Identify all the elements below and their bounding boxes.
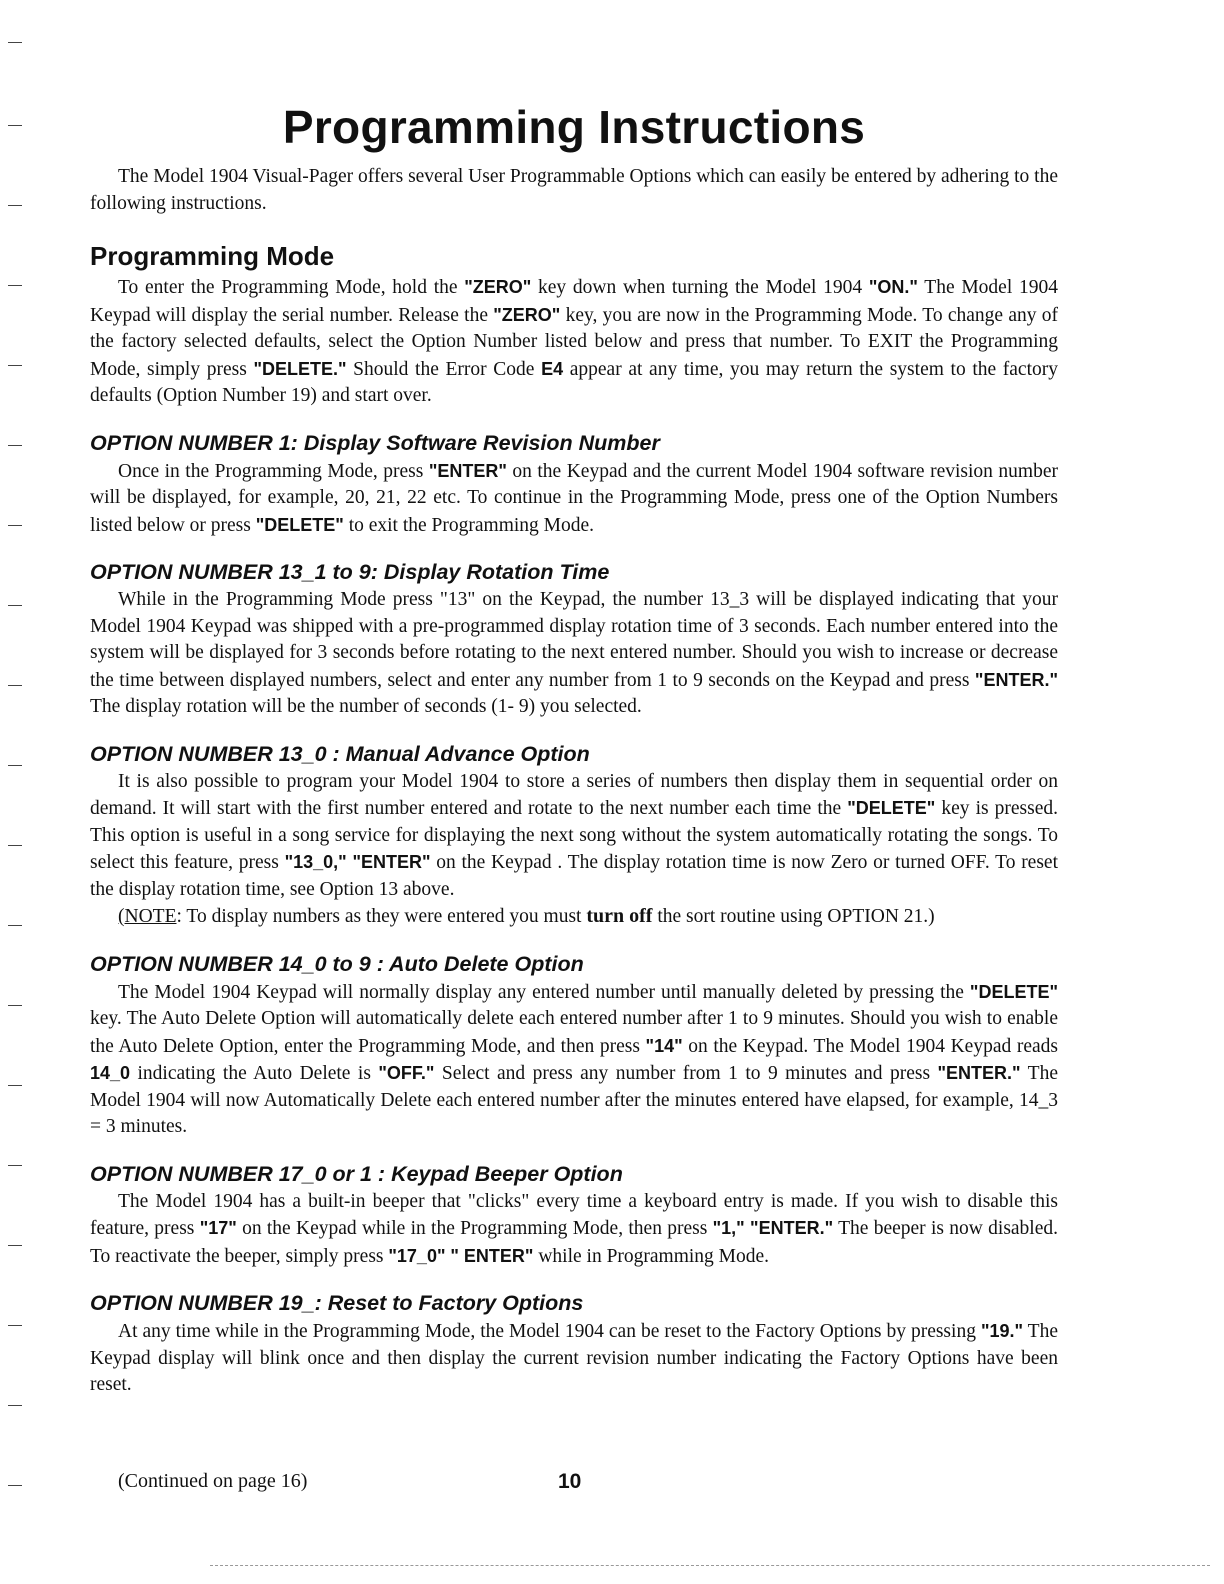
margin-tick-marks: [8, 0, 28, 1584]
option-1-paragraph: Once in the Programming Mode, press "ENTER" on the Keypad and the current Model 1904 software revision number will be displayed, for example, 20, 21, 22 etc. To continue in the Programming Mode, press one of the Option Numbers listed below or press "DELETE" to exit the Programming Mode.: [90, 460, 1058, 536]
option-14-paragraph: The Model 1904 Keypad will normally display any entered number until manually deleted by pressing the "DELETE" key. The Auto Delete Option will automatically delete each entered number after 1 to 9 minutes. Should you wish to enable the Auto Delete Option, enter the Programming Mode, and then press "14" on the Keypad. The Model 1904 Keypad reads 14_0 indicating the Auto Delete is "OFF." Select and press any number from 1 to 9 minutes and press "ENTER." The Model 1904 will now Automatically Delete each entered number after the minutes entered have elapsed, for example, 14_3 = 3 minutes.: [90, 981, 1058, 1137]
option-14-heading: OPTION NUMBER 14_0 to 9 : Auto Delete Option: [90, 951, 584, 976]
programming-mode-paragraph: To enter the Programming Mode, hold the "ZERO" key down when turning the Model 1904 "ON." The Model 1904 Keypad will display the serial number. Release the "ZERO" key, you are now in the Programming Mode. To change any of the factory selected defaults, select the Option Number listed below and press that number. To EXIT the Programming Mode, simply press "DELETE." Should the Error Code E4 appear at any time, you may return the system to the factory defaults (Option Number 19) and start over.: [90, 277, 1058, 406]
option-13-0-heading: OPTION NUMBER 13_0 : Manual Advance Option: [90, 741, 590, 766]
document-page: [90, 100, 1058, 1399]
option-13-0-paragraph: It is also possible to program your Model 1904 to store a series of numbers then display them in sequential order on demand. It will start with the first number entered and rotate to the next number each time the "DELETE" key is pressed. This option is useful in a song service for displaying the next song without the system automatically rotating the songs. To select this feature, press "13_0," "ENTER" on the Keypad . The display rotation time is now Zero or turned OFF. To reset the display rotation time, see Option 13 above.: [90, 770, 1058, 900]
option-17-paragraph: The Model 1904 has a built-in beeper that "clicks" every time a keyboard entry is made. If you wish to disable this feature, press "17" on the Keypad while in the Programming Mode, then press "1," "ENTER." The beeper is now disabled. To reactivate the beeper, simply press "17_0" " ENTER" while in Programming Mode.: [90, 1190, 1059, 1267]
option-13-paragraph: While in the Programming Mode press "13" on the Keypad, the number 13_3 will be displayed indicating that your Model 1904 Keypad was shipped with a pre-programmed display rotation time of 3 seconds. Each number entered into the system will be displayed for 3 seconds before rotating to the next entered number. Should you wish to increase or decrease the time between displayed numbers, select and enter any number from 1 to 9 seconds on the Keypad and press "ENTER." The display rotation will be the number of seconds (1- 9) you selected.: [90, 589, 1058, 717]
bottom-scan-line: [210, 1565, 1210, 1566]
continued-note: (Continued on page 16): [118, 1470, 308, 1492]
option-13-0-note: (NOTE: To display numbers as they were entered you must turn off the sort routine using OPTION 21.): [118, 905, 935, 927]
programming-mode-heading: Programming Mode: [90, 241, 335, 271]
option-17-heading: OPTION NUMBER 17_0 or 1 : Keypad Beeper Option: [90, 1161, 623, 1186]
option-13-heading: OPTION NUMBER 13_1 to 9: Display Rotation Time: [90, 560, 610, 584]
option-19-heading: OPTION NUMBER 19_: Reset to Factory Options: [90, 1291, 584, 1315]
page-title: Programming Instructions: [282, 101, 866, 153]
page-number: 10: [558, 1470, 582, 1493]
option-19-paragraph: At any time while in the Programming Mode, the Model 1904 can be reset to the Factory Options by pressing "19." The Keypad display will blink once and then display the current revision number indicating the Factory Options have been reset.: [90, 1321, 1058, 1395]
intro-paragraph: The Model 1904 Visual-Pager offers several User Programmable Options which can easily be entered by adhering to the following instructions.: [90, 166, 1058, 214]
option-1-heading: OPTION NUMBER 1: Display Software Revision Number: [90, 430, 660, 455]
